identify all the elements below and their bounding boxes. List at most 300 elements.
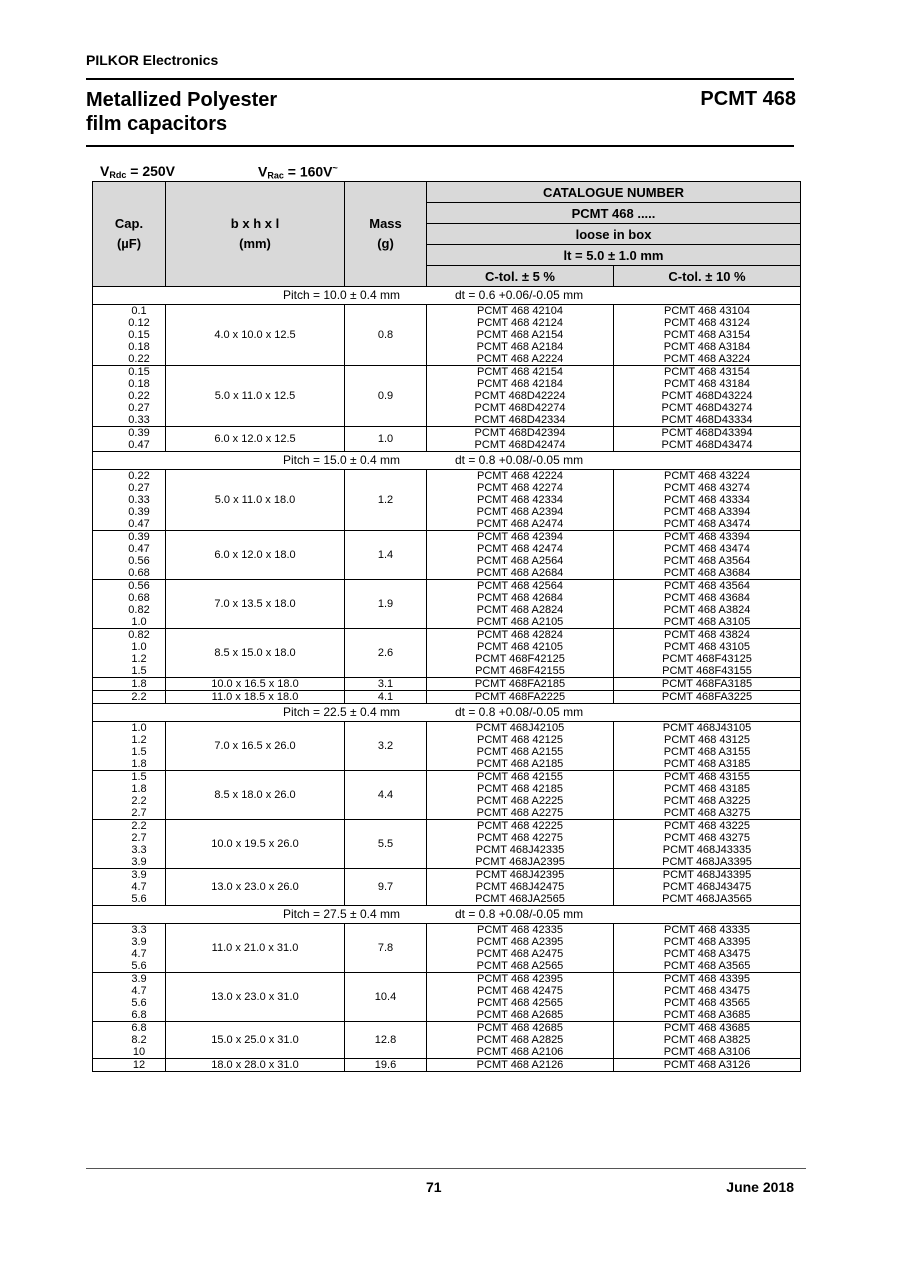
- dimensions-cell: 7.0 x 16.5 x 26.0: [166, 722, 345, 771]
- pitch-value: Pitch = 15.0 ± 0.4 mm: [283, 453, 400, 467]
- pitch-value: Pitch = 10.0 ± 0.4 mm: [283, 288, 400, 302]
- capacitance-cell: [93, 580, 166, 629]
- pitch-row: [93, 704, 801, 722]
- lead-diameter-value: dt = 0.8 +0.08/-0.05 mm: [455, 907, 584, 921]
- catalogue-number: PCMT 468 A2224: [476, 353, 564, 365]
- capacitance-cell: [93, 820, 166, 869]
- catalogue-number: PCMT 468 A3224: [663, 353, 751, 365]
- catalogue-number-5pct-cell: [427, 580, 614, 629]
- capacitance-value: 12: [132, 1059, 146, 1071]
- catalogue-number-10pct-cell: [614, 427, 801, 452]
- catalogue-number: PCMT 468JA2395: [475, 856, 565, 868]
- catalogue-number: PCMT 468 43185: [663, 783, 751, 795]
- catalogue-number: PCMT 468 A3564: [663, 555, 751, 567]
- catalogue-number: PCMT 468J42335: [475, 844, 565, 856]
- pitch-row: [93, 452, 801, 470]
- document-title: [86, 88, 277, 136]
- catalogue-number: PCMT 468 A2154: [476, 329, 564, 341]
- table-row: [93, 427, 801, 452]
- capacitance-cell: [93, 470, 166, 531]
- capacitance-cell: [93, 1059, 166, 1072]
- mass-cell: 0.9: [345, 366, 427, 427]
- catalogue-number-5pct-cell: [427, 869, 614, 906]
- catalogue-number: PCMT 468JA3395: [662, 856, 752, 868]
- catalogue-number: PCMT 468 43225: [663, 820, 751, 832]
- title-line-2: film capacitors: [86, 113, 228, 135]
- catalogue-number: PCMT 468 A2185: [476, 758, 564, 770]
- catalogue-number-5pct-cell: [427, 771, 614, 820]
- dimensions-cell: 10.0 x 19.5 x 26.0: [166, 820, 345, 869]
- catalogue-number-5pct-cell: [427, 691, 614, 704]
- catalogue-number: PCMT 468 A3475: [663, 948, 751, 960]
- catalogue-number: PCMT 468 A3154: [663, 329, 751, 341]
- capacitance-value: 0.47: [128, 439, 150, 451]
- catalogue-number: PCMT 468J43335: [662, 844, 752, 856]
- pitch-cell: [93, 704, 801, 722]
- catalogue-table: [92, 181, 801, 1072]
- catalogue-number-10pct-cell: [614, 869, 801, 906]
- mass-cell: 0.8: [345, 305, 427, 366]
- catalogue-number-5pct-cell: [427, 1059, 614, 1072]
- mass-cell: 7.8: [345, 924, 427, 973]
- catalogue-number: PCMT 468D42394: [474, 427, 566, 439]
- capacitance-value: 0.56: [128, 555, 150, 567]
- catalogue-number: PCMT 468J43475: [662, 881, 752, 893]
- capacitance-value: 1.8: [131, 783, 147, 795]
- catalogue-number: PCMT 468 42124: [476, 317, 564, 329]
- catalogue-number: PCMT 468 43334: [663, 494, 751, 506]
- catalogue-number: PCMT 468 43395: [663, 973, 751, 985]
- capacitance-value: 1.5: [131, 771, 147, 783]
- catalogue-number: PCMT 468 A2105: [476, 616, 564, 628]
- catalogue-number: PCMT 468 43274: [663, 482, 751, 494]
- catalogue-number: PCMT 468 43565: [663, 997, 751, 1009]
- lead-diameter-value: dt = 0.8 +0.08/-0.05 mm: [455, 705, 584, 719]
- header-dimensions: b x h x l (mm): [166, 182, 345, 287]
- catalogue-number: PCMT 468 43685: [663, 1022, 751, 1034]
- catalogue-number: PCMT 468 A2155: [476, 746, 564, 758]
- pitch-row: [93, 287, 801, 305]
- capacitance-value: 0.22: [128, 353, 150, 365]
- catalogue-number-10pct-cell: [614, 1022, 801, 1059]
- capacitance-value: 0.47: [128, 543, 150, 555]
- capacitance-value: 4.7: [131, 948, 147, 960]
- catalogue-number: PCMT 468 A2825: [476, 1034, 564, 1046]
- catalogue-number: PCMT 468 43155: [663, 771, 751, 783]
- lead-diameter-value: dt = 0.6 +0.06/-0.05 mm: [455, 288, 584, 302]
- table-row: [93, 305, 801, 366]
- capacitance-value: 4.7: [131, 881, 147, 893]
- capacitance-cell: [93, 427, 166, 452]
- ac-voltage-rating: $V_{Rac} = 160V^\sim$: [258, 163, 338, 181]
- capacitance-cell: [93, 771, 166, 820]
- catalogue-number: PCMT 468D43394: [661, 427, 753, 439]
- catalogue-number: PCMT 468F43155: [662, 665, 752, 677]
- catalogue-number-5pct-cell: [427, 722, 614, 771]
- header-capacitance: Cap. (µF): [93, 182, 166, 287]
- capacitance-cell: [93, 722, 166, 771]
- mass-cell: 10.4: [345, 973, 427, 1022]
- capacitance-cell: [93, 531, 166, 580]
- catalogue-number: PCMT 468 A3155: [663, 746, 751, 758]
- capacitance-value: 0.18: [128, 378, 150, 390]
- footer-rule: [86, 1168, 806, 1169]
- capacitance-value: 4.7: [131, 985, 147, 997]
- mass-cell: 3.2: [345, 722, 427, 771]
- catalogue-number-10pct-cell: [614, 924, 801, 973]
- catalogue-number: PCMT 468 43224: [663, 470, 751, 482]
- catalogue-number: PCMT 468 A3126: [663, 1059, 751, 1071]
- table-row: [93, 470, 801, 531]
- catalogue-number: PCMT 468 42184: [476, 378, 564, 390]
- capacitance-value: 0.27: [128, 482, 150, 494]
- header-packing: loose in box: [427, 224, 801, 245]
- catalogue-number: PCMT 468 A2275: [476, 807, 564, 819]
- mass-cell: 19.6: [345, 1059, 427, 1072]
- catalogue-number-10pct-cell: [614, 580, 801, 629]
- catalogue-number: PCMT 468J42475: [475, 881, 565, 893]
- catalogue-number: PCMT 468 43475: [663, 985, 751, 997]
- capacitance-value: 5.6: [131, 893, 147, 905]
- capacitance-value: 8.2: [131, 1034, 147, 1046]
- capacitance-value: 2.7: [131, 807, 147, 819]
- catalogue-number: PCMT 468 42125: [476, 734, 564, 746]
- capacitance-value: 1.8: [131, 678, 147, 690]
- header-tolerance-10: C-tol. ± 10 %: [614, 266, 801, 287]
- mass-cell: 3.1: [345, 678, 427, 691]
- catalogue-number-10pct-cell: [614, 366, 801, 427]
- capacitance-value: 0.47: [128, 518, 150, 530]
- dimensions-cell: 4.0 x 10.0 x 12.5: [166, 305, 345, 366]
- catalogue-number: PCMT 468 43105: [663, 641, 751, 653]
- catalogue-number-5pct-cell: [427, 531, 614, 580]
- title-rule: [86, 145, 794, 147]
- capacitance-value: 0.27: [128, 402, 150, 414]
- capacitance-value: 0.22: [128, 470, 150, 482]
- header-series: PCMT 468 .....: [427, 203, 801, 224]
- capacitance-value: 3.3: [131, 844, 147, 856]
- catalogue-number-10pct-cell: [614, 820, 801, 869]
- catalogue-number: PCMT 468 A2684: [476, 567, 564, 579]
- capacitance-value: 3.9: [131, 973, 147, 985]
- capacitance-value: 0.39: [128, 531, 150, 543]
- header-catalogue-number: CATALOGUE NUMBER: [427, 182, 801, 203]
- catalogue-number: PCMT 468 A3474: [663, 518, 751, 530]
- capacitance-cell: [93, 973, 166, 1022]
- catalogue-number: PCMT 468 42274: [476, 482, 564, 494]
- catalogue-number: PCMT 468 A3275: [663, 807, 751, 819]
- catalogue-number: PCMT 468D43474: [661, 439, 753, 451]
- pitch-row: [93, 906, 801, 924]
- capacitance-value: 0.1: [131, 305, 147, 317]
- header-lead-length: lt = 5.0 ± 1.0 mm: [427, 245, 801, 266]
- catalogue-number: PCMT 468 A2126: [476, 1059, 564, 1071]
- catalogue-number: PCMT 468 42334: [476, 494, 564, 506]
- capacitance-value: 5.6: [131, 997, 147, 1009]
- catalogue-number-10pct-cell: [614, 305, 801, 366]
- capacitance-value: 0.39: [128, 427, 150, 439]
- catalogue-number: PCMT 468 A2685: [476, 1009, 564, 1021]
- capacitance-value: 0.33: [128, 494, 150, 506]
- capacitance-value: 0.39: [128, 506, 150, 518]
- capacitance-value: 3.9: [131, 869, 147, 881]
- catalogue-number: PCMT 468 42155: [476, 771, 564, 783]
- catalogue-number: PCMT 468F42155: [475, 665, 565, 677]
- catalogue-number: PCMT 468 A3225: [663, 795, 751, 807]
- mass-cell: 1.0: [345, 427, 427, 452]
- pitch-cell: [93, 906, 801, 924]
- table-row: [93, 820, 801, 869]
- catalogue-number: PCMT 468D42474: [474, 439, 566, 451]
- page-number: 71: [426, 1179, 442, 1195]
- table-row: [93, 366, 801, 427]
- capacitance-value: 1.8: [131, 758, 147, 770]
- mass-cell: 4.1: [345, 691, 427, 704]
- company-name: PILKOR Electronics: [86, 52, 219, 68]
- header-tolerance-5: C-tol. ± 5 %: [427, 266, 614, 287]
- capacitance-cell: [93, 691, 166, 704]
- dimensions-cell: 10.0 x 16.5 x 18.0: [166, 678, 345, 691]
- catalogue-number: PCMT 468 43394: [663, 531, 751, 543]
- table-row: [93, 580, 801, 629]
- pitch-cell: [93, 287, 801, 305]
- capacitance-value: 0.18: [128, 341, 150, 353]
- catalogue-number: PCMT 468FA2185: [474, 678, 566, 690]
- catalogue-number: PCMT 468J43395: [662, 869, 752, 881]
- catalogue-number: PCMT 468 43474: [663, 543, 751, 555]
- catalogue-number: PCMT 468 43125: [663, 734, 751, 746]
- pitch-cell: [93, 452, 801, 470]
- capacitance-value: 1.2: [131, 653, 147, 665]
- catalogue-number-5pct-cell: [427, 366, 614, 427]
- catalogue-number: PCMT 468 A2184: [476, 341, 564, 353]
- mass-cell: 4.4: [345, 771, 427, 820]
- catalogue-number: PCMT 468D42224: [474, 390, 566, 402]
- catalogue-number: PCMT 468 A3824: [663, 604, 751, 616]
- catalogue-number: PCMT 468 A2394: [476, 506, 564, 518]
- catalogue-number-5pct-cell: [427, 820, 614, 869]
- capacitance-value: 0.82: [128, 604, 150, 616]
- dimensions-cell: 13.0 x 23.0 x 31.0: [166, 973, 345, 1022]
- catalogue-number: PCMT 468D42334: [474, 414, 566, 426]
- mass-cell: 1.2: [345, 470, 427, 531]
- catalogue-number: PCMT 468FA2225: [474, 691, 566, 703]
- dimensions-cell: 7.0 x 13.5 x 18.0: [166, 580, 345, 629]
- catalogue-number: PCMT 468 42224: [476, 470, 564, 482]
- catalogue-number: PCMT 468 A2395: [476, 936, 564, 948]
- capacitance-cell: [93, 678, 166, 691]
- catalogue-number: PCMT 468 A3184: [663, 341, 751, 353]
- catalogue-number-5pct-cell: [427, 973, 614, 1022]
- capacitance-value: 0.12: [128, 317, 150, 329]
- capacitance-value: 2.7: [131, 832, 147, 844]
- mass-cell: 12.8: [345, 1022, 427, 1059]
- capacitance-value: 1.2: [131, 734, 147, 746]
- catalogue-number: PCMT 468 42104: [476, 305, 564, 317]
- series-name: PCMT 468: [700, 88, 796, 110]
- dimensions-cell: 5.0 x 11.0 x 18.0: [166, 470, 345, 531]
- capacitance-cell: [93, 305, 166, 366]
- catalogue-number: PCMT 468 A3685: [663, 1009, 751, 1021]
- catalogue-number-5pct-cell: [427, 305, 614, 366]
- catalogue-number: PCMT 468J42395: [475, 869, 565, 881]
- catalogue-number: PCMT 468 42225: [476, 820, 564, 832]
- mass-cell: 5.5: [345, 820, 427, 869]
- catalogue-number-10pct-cell: [614, 470, 801, 531]
- catalogue-number-5pct-cell: [427, 1022, 614, 1059]
- catalogue-number: PCMT 468 42335: [476, 924, 564, 936]
- catalogue-number: PCMT 468 A2564: [476, 555, 564, 567]
- header-rule: [86, 78, 794, 80]
- catalogue-number: PCMT 468 42395: [476, 973, 564, 985]
- capacitance-value: 2.2: [131, 795, 147, 807]
- catalogue-number: PCMT 468 43154: [663, 366, 751, 378]
- catalogue-number: PCMT 468 42154: [476, 366, 564, 378]
- dimensions-cell: 15.0 x 25.0 x 31.0: [166, 1022, 345, 1059]
- catalogue-number-10pct-cell: [614, 722, 801, 771]
- capacitance-value: 3.9: [131, 936, 147, 948]
- capacitance-value: 1.0: [131, 641, 147, 653]
- lead-diameter-value: dt = 0.8 +0.08/-0.05 mm: [455, 453, 584, 467]
- catalogue-number: PCMT 468 A2565: [476, 960, 564, 972]
- voltage-ratings: [100, 163, 338, 181]
- catalogue-number: PCMT 468 42565: [476, 997, 564, 1009]
- dimensions-cell: 6.0 x 12.0 x 12.5: [166, 427, 345, 452]
- catalogue-number: PCMT 468 43684: [663, 592, 751, 604]
- catalogue-number-5pct-cell: [427, 470, 614, 531]
- capacitance-value: 0.82: [128, 629, 150, 641]
- capacitance-cell: [93, 924, 166, 973]
- pitch-value: Pitch = 27.5 ± 0.4 mm: [283, 907, 400, 921]
- mass-cell: 1.9: [345, 580, 427, 629]
- capacitance-value: 6.8: [131, 1022, 147, 1034]
- catalogue-number: PCMT 468 A3394: [663, 506, 751, 518]
- catalogue-number: PCMT 468 42105: [476, 641, 564, 653]
- capacitance-value: 0.15: [128, 329, 150, 341]
- capacitance-cell: [93, 869, 166, 906]
- capacitance-value: 0.56: [128, 580, 150, 592]
- mass-cell: 9.7: [345, 869, 427, 906]
- capacitance-value: 6.8: [131, 1009, 147, 1021]
- catalogue-number: PCMT 468 43184: [663, 378, 751, 390]
- pitch-value: Pitch = 22.5 ± 0.4 mm: [283, 705, 400, 719]
- catalogue-number: PCMT 468 42684: [476, 592, 564, 604]
- table-row: [93, 678, 801, 691]
- table-row: [93, 531, 801, 580]
- catalogue-number: PCMT 468FA3185: [661, 678, 753, 690]
- catalogue-number: PCMT 468 43335: [663, 924, 751, 936]
- catalogue-number: PCMT 468 43124: [663, 317, 751, 329]
- capacitance-cell: [93, 1022, 166, 1059]
- catalogue-number: PCMT 468 42475: [476, 985, 564, 997]
- catalogue-number: PCMT 468 43564: [663, 580, 751, 592]
- capacitance-value: 1.0: [131, 616, 147, 628]
- catalogue-number-10pct-cell: [614, 691, 801, 704]
- capacitance-value: 0.33: [128, 414, 150, 426]
- catalogue-number: PCMT 468D43334: [661, 414, 753, 426]
- catalogue-number-5pct-cell: [427, 924, 614, 973]
- capacitance-value: 2.2: [131, 820, 147, 832]
- catalogue-number-10pct-cell: [614, 1059, 801, 1072]
- table-row: [93, 1059, 801, 1072]
- catalogue-number: PCMT 468 A3684: [663, 567, 751, 579]
- catalogue-number-10pct-cell: [614, 771, 801, 820]
- catalogue-number: PCMT 468JA3565: [662, 893, 752, 905]
- catalogue-number: PCMT 468 A2106: [476, 1046, 564, 1058]
- table-row: [93, 691, 801, 704]
- dimensions-cell: 11.0 x 21.0 x 31.0: [166, 924, 345, 973]
- dimensions-cell: 8.5 x 15.0 x 18.0: [166, 629, 345, 678]
- catalogue-number: PCMT 468J42105: [475, 722, 565, 734]
- capacitance-value: 1.5: [131, 746, 147, 758]
- catalogue-number: PCMT 468 A3105: [663, 616, 751, 628]
- catalogue-number: PCMT 468 42685: [476, 1022, 564, 1034]
- catalogue-number: PCMT 468 A2225: [476, 795, 564, 807]
- catalogue-number: PCMT 468 A3565: [663, 960, 751, 972]
- capacitance-value: 1.5: [131, 665, 147, 677]
- table-row: [93, 924, 801, 973]
- dimensions-cell: 5.0 x 11.0 x 12.5: [166, 366, 345, 427]
- catalogue-number: PCMT 468 42474: [476, 543, 564, 555]
- catalogue-number: PCMT 468 A2474: [476, 518, 564, 530]
- capacitance-value: 0.68: [128, 592, 150, 604]
- capacitance-value: 0.15: [128, 366, 150, 378]
- table-row: [93, 629, 801, 678]
- capacitance-cell: [93, 629, 166, 678]
- catalogue-number: PCMT 468 42394: [476, 531, 564, 543]
- mass-cell: 1.4: [345, 531, 427, 580]
- dimensions-cell: 11.0 x 18.5 x 18.0: [166, 691, 345, 704]
- mass-cell: 2.6: [345, 629, 427, 678]
- title-line-1: Metallized Polyester: [86, 89, 278, 111]
- capacitance-value: 0.68: [128, 567, 150, 579]
- capacitance-value: 3.3: [131, 924, 147, 936]
- table-row: [93, 1022, 801, 1059]
- catalogue-number: PCMT 468 A3825: [663, 1034, 751, 1046]
- dimensions-cell: 6.0 x 12.0 x 18.0: [166, 531, 345, 580]
- table-row: [93, 869, 801, 906]
- table-row: [93, 722, 801, 771]
- capacitance-value: 0.22: [128, 390, 150, 402]
- catalogue-number-10pct-cell: [614, 629, 801, 678]
- catalogue-number: PCMT 468 43275: [663, 832, 751, 844]
- catalogue-number: PCMT 468 43824: [663, 629, 751, 641]
- catalogue-number: PCMT 468 42275: [476, 832, 564, 844]
- catalogue-number-5pct-cell: [427, 427, 614, 452]
- capacitance-value: 1.0: [131, 722, 147, 734]
- catalogue-number: PCMT 468D43274: [661, 402, 753, 414]
- capacitance-value: 10: [132, 1046, 146, 1058]
- catalogue-number: PCMT 468J43105: [662, 722, 752, 734]
- publication-date: June 2018: [726, 1179, 794, 1195]
- catalogue-number-10pct-cell: [614, 678, 801, 691]
- header-mass: Mass (g): [345, 182, 427, 287]
- capacitance-value: 2.2: [131, 691, 147, 703]
- catalogue-number-5pct-cell: [427, 629, 614, 678]
- catalogue-number: PCMT 468FA3225: [661, 691, 753, 703]
- catalogue-number: PCMT 468JA2565: [475, 893, 565, 905]
- dc-voltage-rating: $V_{Rdc} = 250V$: [100, 163, 176, 180]
- catalogue-number: PCMT 468 42824: [476, 629, 564, 641]
- catalogue-number: PCMT 468D43224: [661, 390, 753, 402]
- catalogue-number: PCMT 468 A3185: [663, 758, 751, 770]
- catalogue-number: PCMT 468F43125: [662, 653, 752, 665]
- catalogue-number: PCMT 468D42274: [474, 402, 566, 414]
- catalogue-number: PCMT 468 42564: [476, 580, 564, 592]
- dimensions-cell: 18.0 x 28.0 x 31.0: [166, 1059, 345, 1072]
- capacitance-value: 5.6: [131, 960, 147, 972]
- capacitance-value: 3.9: [131, 856, 147, 868]
